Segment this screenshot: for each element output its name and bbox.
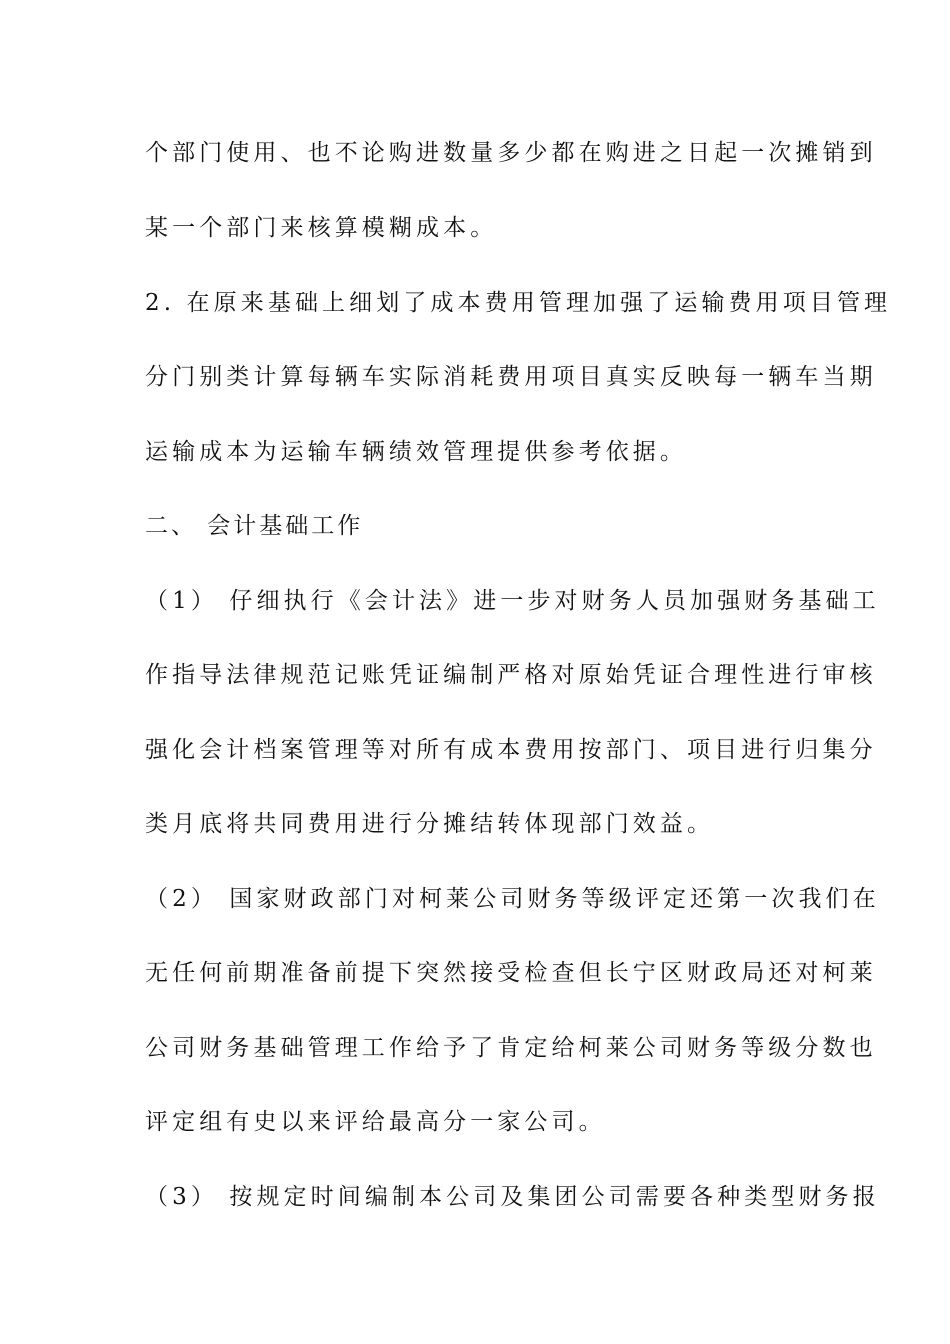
numbered-paragraph-line: （3） 按规定时间编制本公司及集团公司需要各种类型财务报 [145, 1184, 880, 1210]
body-text-line: 某一个部门来核算模糊成本。 [145, 215, 498, 241]
body-text-line: 个部门使用、也不论购进数量多少都在购进之日起一次摊销到 [145, 140, 877, 166]
body-text-line: 评定组有史以来评给最高分一家公司。 [145, 1109, 606, 1135]
body-text-line: 作指导法律规范记账凭证编制严格对原始凭证合理性进行审核 [145, 662, 877, 688]
section-heading: 二、 会计基础工作 [145, 513, 364, 539]
body-text-line: 分门别类计算每辆车实际消耗费用项目真实反映每一辆车当期 [145, 364, 877, 390]
body-text-line: 运输成本为运输车辆绩效管理提供参考依据。 [145, 439, 687, 465]
body-text-line: 无任何前期准备前提下突然接受检查但长宁区财政局还对柯莱 [145, 960, 877, 986]
numbered-paragraph-line: 2. 在原来基础上细划了成本费用管理加强了运输费用项目管理 [145, 290, 892, 316]
numbered-paragraph-line: （2） 国家财政部门对柯莱公司财务等级评定还第一次我们在 [145, 886, 880, 912]
body-text-line: 强化会计档案管理等对所有成本费用按部门、项目进行归集分 [145, 737, 877, 763]
numbered-paragraph-line: （1） 仔细执行《会计法》进一步对财务人员加强财务基础工 [145, 588, 880, 614]
body-text-line: 公司财务基础管理工作给予了肯定给柯莱公司财务等级分数也 [145, 1035, 877, 1061]
body-text-line: 类月底将共同费用进行分摊结转体现部门效益。 [145, 811, 715, 837]
